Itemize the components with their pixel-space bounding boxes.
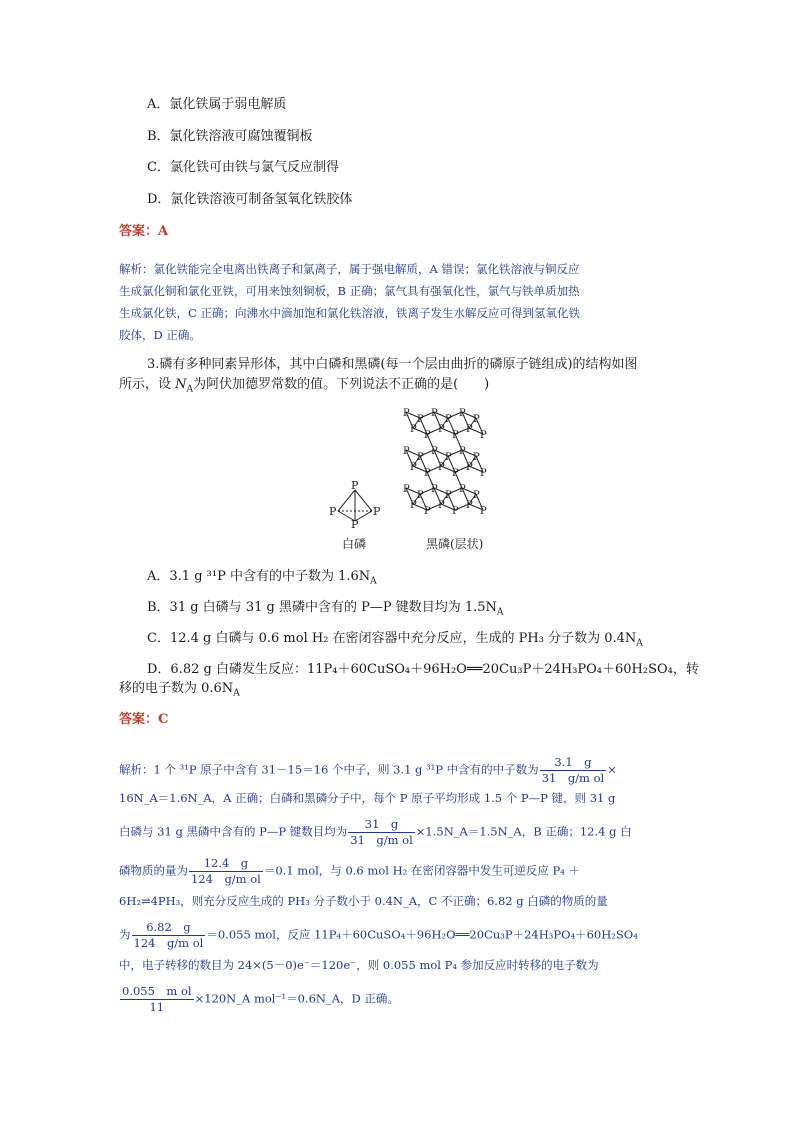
black-p-atom: P [410,500,417,511]
fraction: $\frac{12.4 g}{\text{124 g/m ol}}$ [191,856,261,886]
white-p-atom: P [329,505,337,518]
black-p-atom: P [445,414,452,425]
black-p-atom: P [417,452,424,463]
label-white-phosphorus: 白磷 [342,537,367,551]
black-p-atom: P [445,452,452,463]
black-p-atom: P [403,446,410,457]
fraction: $\frac{3.1 g}{\text{31 g/m ol}}$ [541,755,605,785]
q3-explanation-line8: $\frac{\text{0.055 m ol}}{11}$ ×120N_A mol⁻¹＝0.6N_A，D 正确。 [122,984,399,1014]
black-p-atom: P [438,500,445,511]
black-p-atom: P [466,500,473,511]
black-p-atom: P [438,462,445,473]
black-p-atom: P [473,414,480,425]
black-p-atom: P [473,490,480,501]
black-p-atom: P [431,446,438,457]
black-p-atom: P [452,506,459,517]
black-p-atom: P [452,468,459,479]
black-p-atom: P [480,468,487,479]
q3-option-d-cont: 移的电子数为 $0.6N_A$ [119,681,240,699]
q3-stem-line2: 所示，设 $N_A$为阿伏加德罗常数的值。下列说法不正确的是( ) [119,377,490,395]
black-p-atom: P [459,408,466,419]
q2-answer: 答案：A [119,224,169,239]
white-phosphorus-molecule [338,490,372,521]
q3-option-c: C．12.4 g 白磷与 0.6 mol H₂ 在密闭容器中充分反应，生成的 PH₃ 分子数为 $0.4N_A$ [147,631,643,649]
q3-stem-line1: 3.磷有多种同素异形体，其中白磷和黑磷(每一个层由曲折的磷原子链组成)的结构如图 [147,357,638,372]
fraction: $\frac{6.82 g}{\text{124 g/m ol}}$ [133,920,204,950]
black-p-atom: P [466,462,473,473]
black-p-atom: P [466,424,473,435]
black-p-atom: P [459,484,466,495]
black-p-atom: P [438,424,445,435]
q3-explanation-line1: 解析：1 个 ³¹P 原子中含有 31－15＝16 个中子，则 3.1 g ³¹P 中含有的中子数为 $\frac{3.1 g}{\text{31 g/m ol}}$ × [119,755,617,785]
black-p-atom: P [431,484,438,495]
q3-explanation-line2: 16N_A＝1.6N_A，A 正确；白磷和黑磷分子中，每个 P 原子平均形成 1.5 个 P—P 键，则 31 g [119,791,616,805]
black-p-atom: P [452,430,459,441]
fraction: $\frac{31 g}{\text{31 g/m ol}}$ [350,817,413,847]
black-p-atom: P [403,484,410,495]
white-p-atom: P [351,479,359,492]
q2-option-d: D．氯化铁溶液可制备氢氧化铁胶体 [147,192,353,207]
black-p-atom: P [480,430,487,441]
black-p-atom: P [424,506,431,517]
q2-explanation-line: 解析：氯化铁能完全电离出铁离子和氯离子，属于强电解质，A 错误；氯化铁溶液与铜反应 [119,262,580,276]
q2-explanation-line: 生成氯化铜和氯化亚铁，可用来蚀刻铜板，B 正确；氯气具有强氧化性，氯气与铁单质加热 [119,284,580,298]
phosphorus-structure-figure [320,398,500,558]
black-p-atom: P [473,452,480,463]
black-p-atom: P [417,490,424,501]
q2-option-a: A．氯化铁属于弱电解质 [147,97,287,112]
black-p-atom: P [410,424,417,435]
q3-option-a: A．3.1 g ³¹P 中含有的中子数为 $1.6N_A$ [147,569,377,587]
black-p-atom: P [424,430,431,441]
black-p-atom: P [424,468,431,479]
q3-answer: 答案：C [119,712,169,727]
q3-explanation-line6: 为 $\frac{6.82 g}{\text{124 g/m ol}}$ ＝0.055 mol，反应 11P₄＋60CuSO₄＋96H₂O══20Cu₃P＋24H₃PO₄＋60H₂SO₄ [119,920,638,950]
q2-option-b: B．氯化铁溶液可腐蚀覆铜板 [147,129,313,144]
black-p-atom: P [410,462,417,473]
white-p-atom: P [351,518,359,531]
q3-explanation-line7: 中，电子转移的数目为 24×(5－0)e⁻＝120e⁻，则 0.055 mol P₄ 参加反应时转移的电子数为 [119,958,599,972]
q2-explanation-line: 胶体，D 正确。 [119,328,201,342]
q2-explanation-line: 生成氯化铁，C 正确；向沸水中滴加饱和氯化铁溶液，铁离子发生水解反应可得到氢氧化铁 [119,306,580,320]
q3-explanation-line5: 6H₂⇌4PH₃，则充分反应生成的 PH₃ 分子数小于 0.4N_A，C 不正确；6.82 g 白磷的物质的量 [119,894,608,908]
fraction: $\frac{\text{0.055 m ol}}{11}$ [122,984,192,1014]
label-black-phosphorus: 黑磷(层状) [426,537,484,551]
black-p-atom: P [480,506,487,517]
white-p-atom: P [373,505,381,518]
q3-option-d: D．6.82 g 白磷发生反应：11P₄＋60CuSO₄＋96H₂O══20Cu₃P＋24H₃PO₄＋60H₂SO₄，转 [147,662,699,677]
q3-explanation-line4: 磷物质的量为 $\frac{12.4 g}{\text{124 g/m ol}}$ ＝0.1 mol，与 0.6 mol H₂ 在密闭容器中发生可逆反应 P₄ ＋ [119,856,581,886]
q3-option-b: B．31 g 白磷与 31 g 黑磷中含有的 P—P 键数目均为 $1.5N_A$ [147,600,504,618]
black-p-atom: P [445,490,452,501]
black-p-atom: P [403,408,410,419]
black-p-atom: P [459,446,466,457]
black-p-atom: P [417,414,424,425]
q2-option-c: C．氯化铁可由铁与氯气反应制得 [147,160,339,175]
black-p-atom: P [431,408,438,419]
q3-explanation-line3: 白磷与 31 g 黑磷中含有的 P—P 键数目均为 $\frac{31 g}{\text{31 g/m ol}}$ ×1.5N_A＝1.5N_A，B 正确；12.4 g 白 [119,817,632,847]
